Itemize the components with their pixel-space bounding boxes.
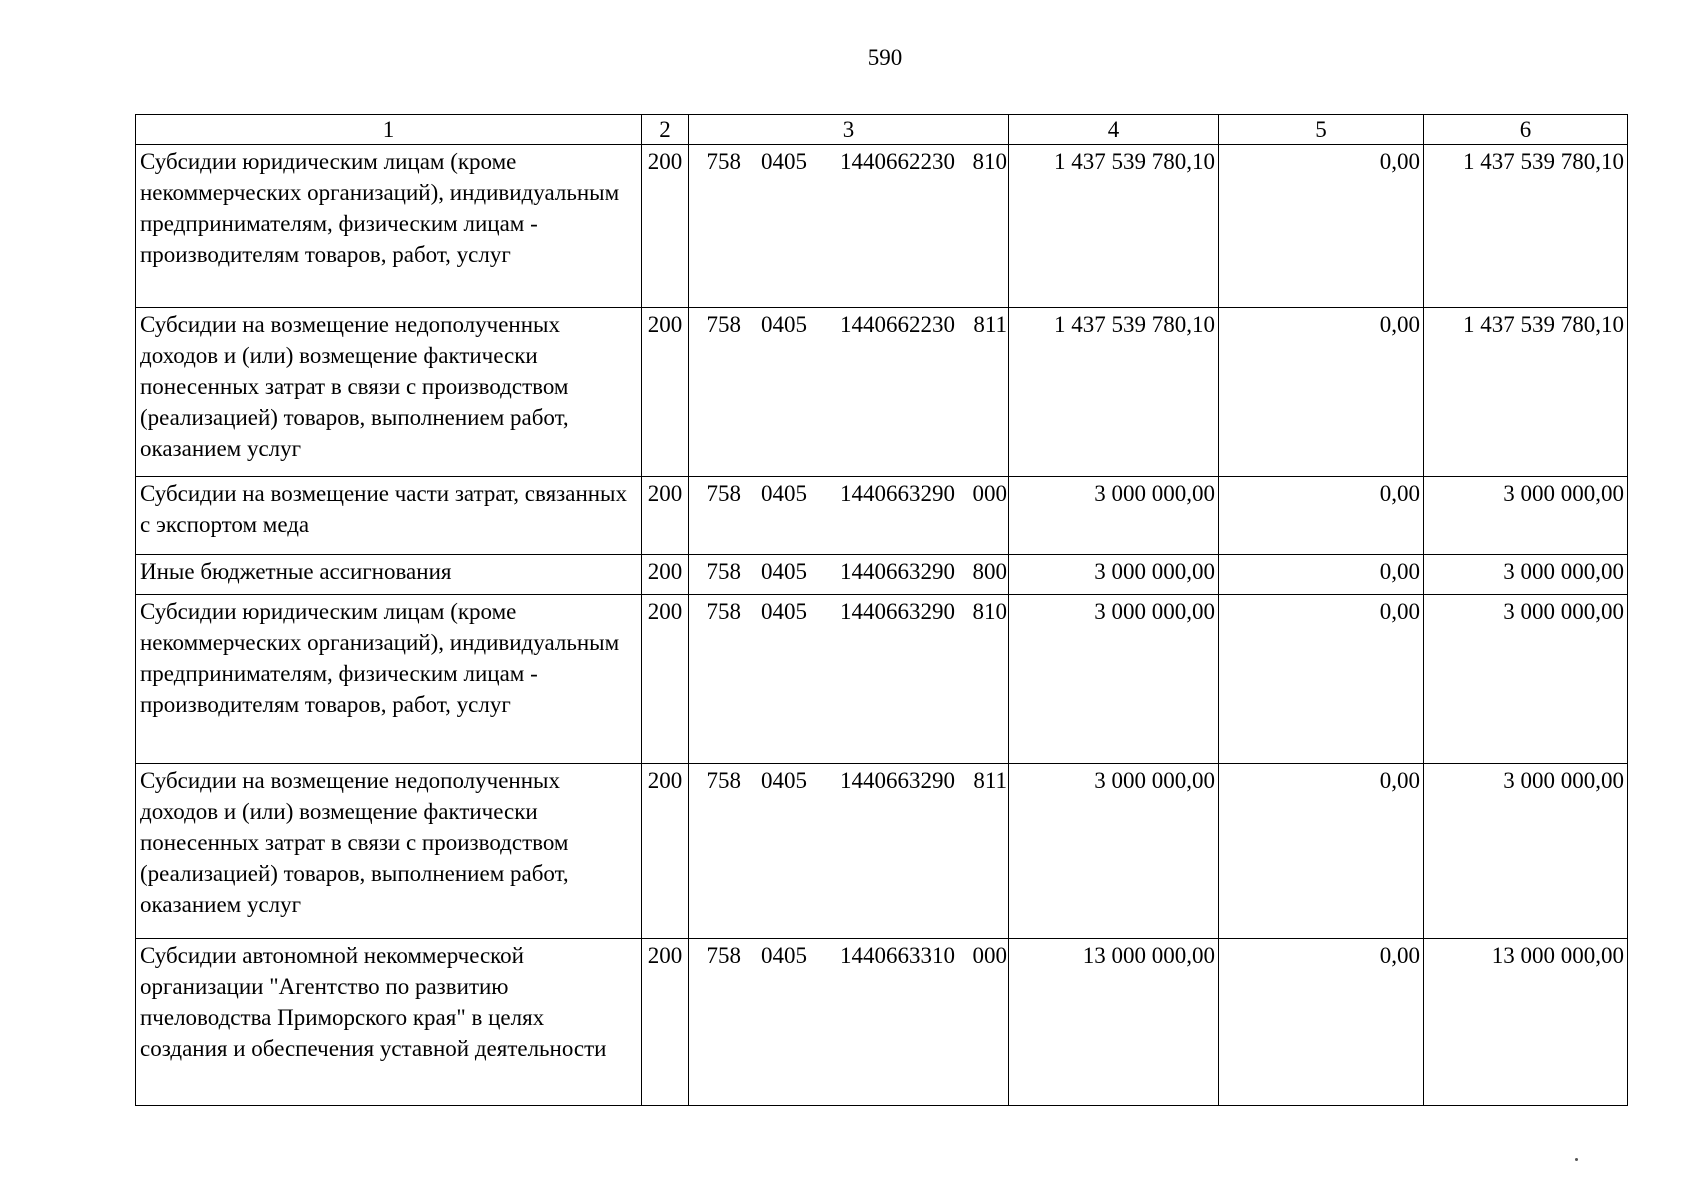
row-amount-6: 1 437 539 780,10 [1424,308,1628,477]
row-code: 200 [642,308,689,477]
row-amount-5: 0,00 [1219,555,1424,595]
row-classification [689,145,1009,308]
row-code: 200 [642,145,689,308]
row-amount-4: 3 000 000,00 [1009,477,1219,555]
type-code: 811 [973,312,1007,337]
row-amount-4: 3 000 000,00 [1009,595,1219,764]
row-amount-6: 3 000 000,00 [1424,555,1628,595]
target-code: 1440662230 [840,312,955,337]
type-code: 800 [972,559,1007,584]
row-amount-6: 3 000 000,00 [1424,477,1628,555]
section-code: 0405 [761,481,807,506]
row-amount-4: 3 000 000,00 [1009,764,1219,939]
row-amount-5: 0,00 [1219,145,1424,308]
type-code: 811 [973,768,1007,793]
type-code: 000 [972,943,1007,968]
admin-code: 758 [706,943,741,968]
type-code: 810 [972,599,1007,624]
type-code: 000 [972,481,1007,506]
row-amount-6: 13 000 000,00 [1424,939,1628,1106]
row-amount-4: 1 437 539 780,10 [1009,145,1219,308]
page-number: 590 [867,45,903,70]
row-amount-6: 1 437 539 780,10 [1424,145,1628,308]
admin-code: 758 [706,312,741,337]
table-row [136,764,1628,939]
target-code: 1440663290 [840,768,955,793]
section-code: 0405 [761,149,807,174]
section-code: 0405 [761,943,807,968]
target-code: 1440663290 [840,599,955,624]
row-name: Субсидии на возмещение части затрат, связанных с экспортом меда [136,477,642,555]
section-code: 0405 [761,768,807,793]
row-amount-6: 3 000 000,00 [1424,595,1628,764]
table-row [136,939,1628,1106]
row-classification [689,555,1009,595]
row-amount-5: 0,00 [1219,764,1424,939]
row-amount-5: 0,00 [1219,595,1424,764]
admin-code: 758 [706,559,741,584]
row-code: 200 [642,939,689,1106]
target-code: 1440663310 [840,943,955,968]
row-code: 200 [642,595,689,764]
type-code: 810 [972,149,1007,174]
row-name: Субсидии автономной некоммерческой организации "Агентство по развитию пчеловодства Приморского края" в целях создания и обеспечения уставной деятельности [136,939,642,1106]
column-header: 3 [689,115,1009,145]
column-header: 1 [136,115,642,145]
column-header: 6 [1424,115,1628,145]
row-code: 200 [642,477,689,555]
row-amount-6: 3 000 000,00 [1424,764,1628,939]
row-amount-5: 0,00 [1219,308,1424,477]
admin-code: 758 [706,599,741,624]
row-amount-4: 3 000 000,00 [1009,555,1219,595]
table-row [136,555,1628,595]
table-row [136,477,1628,555]
table-header-row [136,115,1628,145]
row-amount-4: 1 437 539 780,10 [1009,308,1219,477]
column-header: 2 [642,115,689,145]
scan-speck [1575,1158,1578,1161]
row-classification [689,308,1009,477]
target-code: 1440663290 [840,481,955,506]
section-code: 0405 [761,559,807,584]
table-row [136,308,1628,477]
target-code: 1440662230 [840,149,955,174]
row-name: Субсидии на возмещение недополученных доходов и (или) возмещение фактически понесенных затрат в связи с производством (реализацией) товаров, выполнением работ, оказанием услуг [136,308,642,477]
row-amount-5: 0,00 [1219,939,1424,1106]
row-amount-5: 0,00 [1219,477,1424,555]
row-code: 200 [642,764,689,939]
table-row [136,145,1628,308]
row-amount-4: 13 000 000,00 [1009,939,1219,1106]
section-code: 0405 [761,312,807,337]
row-name: Субсидии на возмещение недополученных доходов и (или) возмещение фактически понесенных затрат в связи с производством (реализацией) товаров, выполнением работ, оказанием услуг [136,764,642,939]
row-classification [689,595,1009,764]
row-name: Иные бюджетные ассигнования [136,555,642,595]
row-classification [689,477,1009,555]
row-classification [689,764,1009,939]
row-code: 200 [642,555,689,595]
row-classification [689,939,1009,1106]
row-name: Субсидии юридическим лицам (кроме некоммерческих организаций), индивидуальным предпринимателям, физическим лицам - производителям товаров, работ, услуг [136,595,642,764]
admin-code: 758 [706,481,741,506]
column-header: 5 [1219,115,1424,145]
target-code: 1440663290 [840,559,955,584]
column-header: 4 [1009,115,1219,145]
admin-code: 758 [706,768,741,793]
row-name: Субсидии юридическим лицам (кроме некоммерческих организаций), индивидуальным предпринимателям, физическим лицам - производителям товаров, работ, услуг [136,145,642,308]
section-code: 0405 [761,599,807,624]
table-row [136,595,1628,764]
budget-table [135,114,1628,1106]
admin-code: 758 [706,149,741,174]
